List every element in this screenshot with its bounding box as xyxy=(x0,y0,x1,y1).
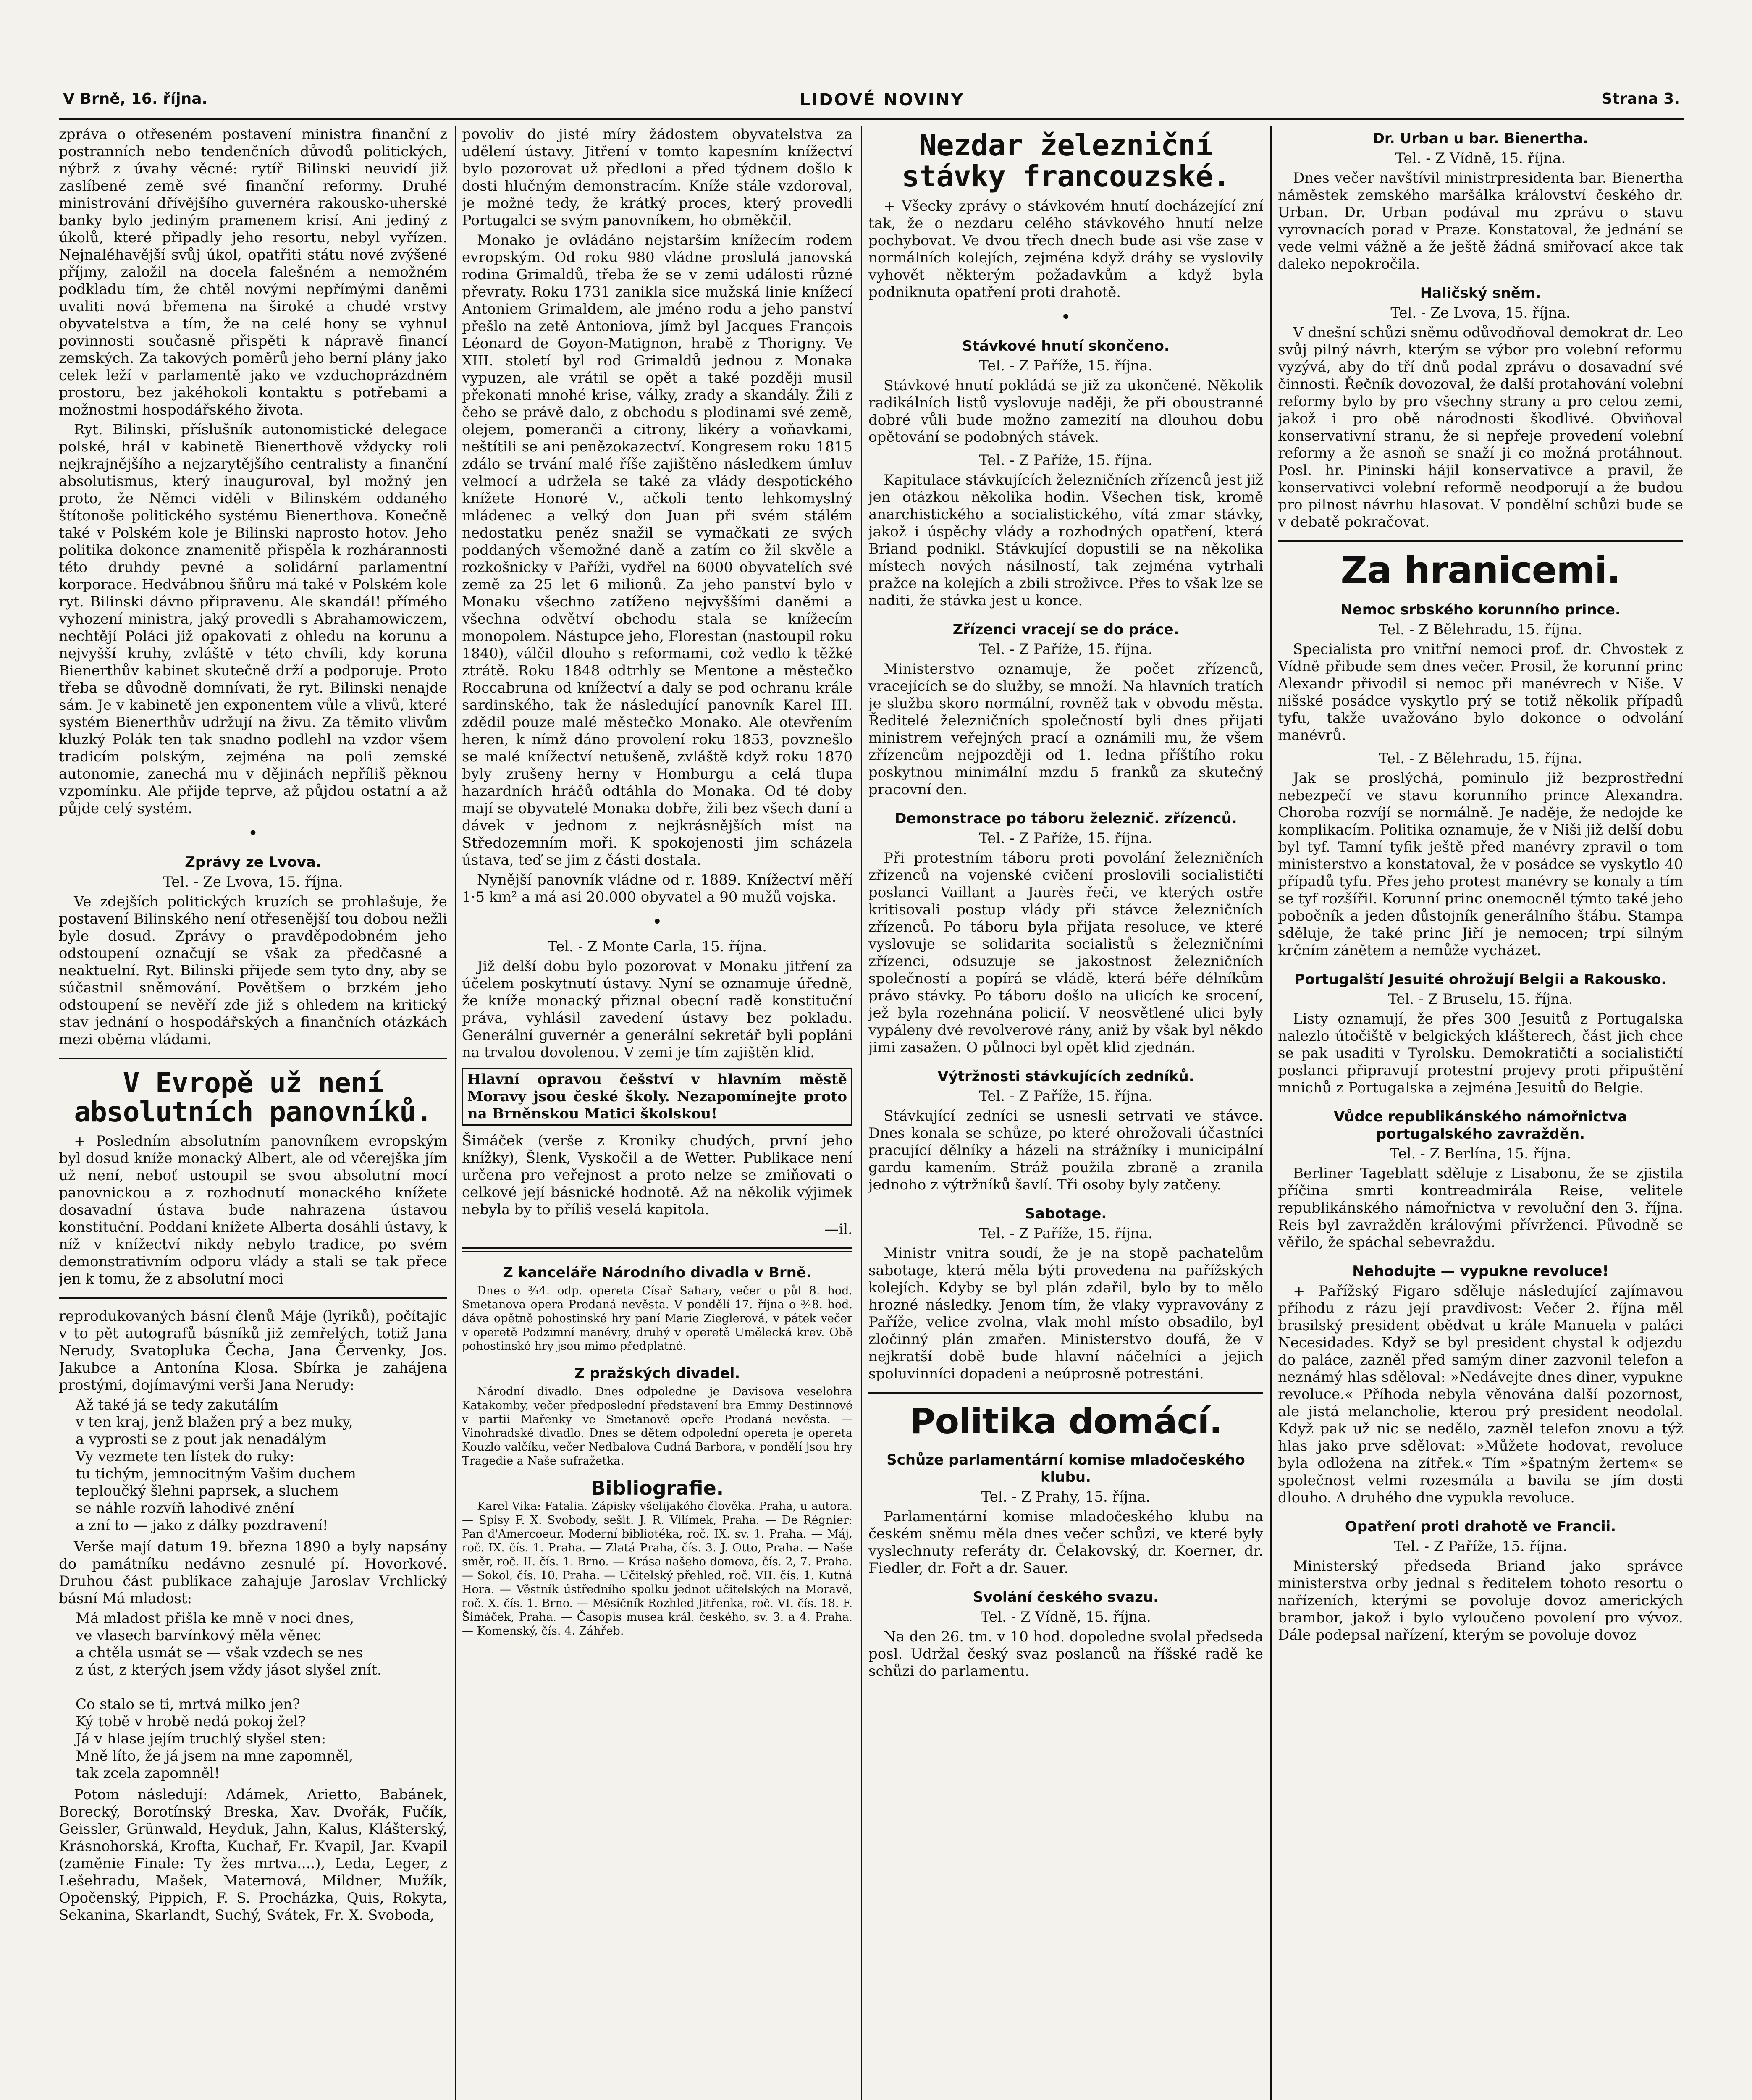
column-divider-3 xyxy=(1270,126,1272,2100)
poem: Má mladost přišla ke mně v noci dnes, ve vlasech barvínkový měla věnec a chtěla usmát se — však vzdech se nes z úst, z kterých jsem vždy jásot slyšel znít. Co stalo se ti, mrtvá milko jen? Ký tobě v hrobě nedá pokoj žel? Já v hlase jejím truchlý slyšel sten: Mně líto, že já jsem na mne zapomněl, tak zcela zapomněl! xyxy=(76,1609,382,1782)
paragraph: + Posledním absolutním panovníkem evropským byl dosud kníže monacký Albert, ale od včerejška jím už není, neboť ustoupil se svou absolutní mocí panovnickou a z rozhodnutí monackého knížete dosavadní ústava bude nahrazena ústavou konstituční. Poddaní knížete Alberta dosáhli ústavy, k níž v knížectví nikdy nebylo tradice, po svém demonstrativním odporu vlády a stali se tak přece jen k tomu, že z absolutní moci xyxy=(59,1132,447,1287)
paragraph: Národní divadlo. Dnes odpoledne je Davisova veselohra Katakomby, večer předposlední představení bra Emmy Destinnové v partii Mařenky ve Smetanově opeře Prodaná nevěsta. — Vinohradské divadlo. Dnes se dětem odpolední opereta je opereta Kouzlo valčíku, večer Nedbalova Cudná Barbora, v pondělí jsou hry Tragedie a Naše sufražetka. xyxy=(462,1385,852,1467)
section-title: Zprávy ze Lvova. xyxy=(185,854,321,871)
column-2 xyxy=(462,126,852,2100)
dateline: Tel. - Z Prahy, 15. října. xyxy=(981,1488,1151,1506)
column-4 xyxy=(1278,126,1683,2100)
paragraph: V dnešní schůzi sněmu odůvodňoval demokrat dr. Leo svůj pilný návrh, kterým se výbor pro volební reformu vyzývá, aby do tří dnů podal zprávu o dosavadní své činnosti. Řečník dovozoval, že další protahování volební reformy bylo by pro všechny strany a pro celou zemi, jakož i pro obě národnosti škodlivé. Obviňoval konservativní stranu, že si nepřeje provedení volební reformy a že asnoň se snaží ji co možná protáhnout. Posl. hr. Pininski hájil konservativce a pravil, že konservativci volební reformě neodporují a že budou pro pilnost návrhu hlasovat. V pondělní schůzi bude se v debatě pokračovat. xyxy=(1278,324,1683,530)
paragraph: Specialista pro vnitřní nemoci prof. dr. Chvostek z Vídně přibude sem dnes večer. Prosil, že korunní princ Alexandr přivodil si nemoc při manévrech v Niše. V nišské posádce vyskytlo prý se totiž několik případů tyfu, takže uvažováno bylo dokonce o odvolání manévrů. xyxy=(1278,641,1683,744)
dateline: Tel. - Z Paříže, 15. října. xyxy=(979,641,1153,658)
dateline: Tel. - Z Paříže, 15. října. xyxy=(1393,1538,1568,1555)
divider xyxy=(59,1058,447,1059)
divider xyxy=(462,1247,852,1252)
paragraph: Stávkové hnutí pokládá se již za ukončené. Několik radikálních listů vyslovuje naději, že při oboustranné dobré vůli bude možno zamezití na dlouhou dobu opětování se podobných stávek. xyxy=(868,377,1263,446)
separator-dot: • xyxy=(248,824,258,843)
section-title: Nemoc srbského korunního prince. xyxy=(1340,601,1621,619)
dateline: Tel. - Ze Lvova, 15. října. xyxy=(163,874,343,890)
headline: Politika domácí. xyxy=(909,1401,1222,1442)
divider xyxy=(59,1297,447,1299)
section-title: Schůze parlamentární komise mladočeského klubu. xyxy=(886,1452,1245,1486)
section-title: Z kanceláře Národního divadla v Brně. xyxy=(503,1264,812,1281)
paragraph: Ministerstvo oznamuje, že počet zřízenců, vracejících se do služby, se množí. Na hlavních tratích je služba skoro normální, rovněž tak v obvodu města. Ředitelé železničních společností byli dnes přijati ministrem veřejných prací a oznámili mu, že všem zřízencům nejpozději od 1. ledna příštího roku poskytnou minimální mzdu 5 franků za skutečný pracovní den. xyxy=(868,661,1263,798)
dateline: Tel. - Z Bruselu, 15. října. xyxy=(1388,991,1573,1008)
paragraph: povoliv do jisté míry žádostem obyvatelstva za udělení ústavy. Jitření v tomto kapesním knížectví bylo pozorovat už předloni a před týdnem došlo k dosti hlučným demonstracím. Kníže stále vzdoroval, je možné tedy, že krátký proces, který provedli Portugalci se svým panovníkem, ho obměkčil. xyxy=(462,126,852,229)
paragraph: + Všecky zprávy o stávkovém hnutí docházející zní tak, že o nezdaru celého stávkového hnutí nelze pochybovat. Ve dvou třech dnech bude asi vše zase v normálních kolejích, zejména když dráhy se vyslovily vyhovět některým požadavkům a když byla podniknuta opatření proti drahotě. xyxy=(868,198,1263,301)
dateline: Tel. - Z Monte Carla, 15. října. xyxy=(548,938,767,955)
section-title: Haličský sněm. xyxy=(1420,285,1541,302)
separator-dot: • xyxy=(1061,307,1071,327)
section-title: Z pražských divadel. xyxy=(574,1365,740,1382)
paragraph: Stávkující zedníci se usnesli setrvati ve stávce. Dnes konala se schůze, po které ohrožovali účastníci pracující dělníky a házeli na strážníky i municipální gardu kamením. Stráž použila zbraně a zranila jednoho z výtržníků šavlí. Tři osoby byly zatčeny. xyxy=(868,1108,1263,1193)
dateline: Tel. - Z Vídně, 15. října. xyxy=(981,1609,1151,1626)
paragraph: Dnes o ¾4. odp. opereta Císař Sahary, večer o půl 8. hod. Smetanova opera Prodaná nevěsta. V pondělí 17. října o ¾8. hod. dáva opětně pohostinské hry paní Marie Zieglerová, v pátek večer v operetě Podzimní manévry, druhý v operetě Umělecká krev. Obě pohostinské hry jsou mimo předplatné. xyxy=(462,1284,852,1353)
column-3 xyxy=(868,126,1263,2100)
paragraph: Dnes večer navštívil ministrpresidenta bar. Bienertha náměstek zemského maršálka království českého dr. Urban. Dr. Urban podával mu zprávu o stavu vyrovnacích porad v Praze. Konstatoval, že jednání se vede velmi vážně a že ještě žádná smiřovací akce tak daleko nepokročila. xyxy=(1278,170,1683,273)
paragraph: Parlamentární komise mladočeského klubu na českém sněmu měla dnes večer schůzi, ve které byly vyslechnuty referáty dr. Čelakovský, dr. Koerner, dr. Fiedler, dr. Fořt a dr. Sauer. xyxy=(868,1508,1263,1577)
poem: Až také já se tedy zakutálím v ten kraj, jenž blažen prý a bez muky, a vyprosti se z pout jak nenadálým Vy vezmete ten lístek do ruky: tu tichým, jemnocitným Vašim duchem teploučký šlehni paprsek, a sluchem se náhle rozvíň lahodivé znění a zní to — jako z dálky pozdravení! xyxy=(76,1396,356,1534)
header-page-number: Strana 3. xyxy=(1601,90,1680,108)
appeal-box: Hlavní opravou češství v hlavním městě Moravy jsou české školy. Nezapomínejte proto na Brněnskou Matici školskou! xyxy=(462,1068,852,1126)
header-date: V Brně, 16. října. xyxy=(63,90,208,108)
paragraph: Ve zdejších politických kruzích se prohlašuje, že postavení Bilinského není otřesenější tou dobou nežli byle dosud. Zprávy o pravděpodobném jeho odstoupení označují se však za předčasné a neaktuelní. Ryt. Bilinski přijede sem tyto dny, aby se súčastnil sněmování. Povětšem o brzkém jeho odstoupení se nevěří zde již s ohledem na kritický stav jednání o hospodářských a finančních otázkách mezi oběma vládami. xyxy=(59,893,447,1048)
section-title: Dr. Urban u bar. Bienertha. xyxy=(1372,130,1589,147)
header-title: LIDOVÉ NOVINY xyxy=(799,90,965,110)
column-divider-2 xyxy=(861,126,862,2100)
section-title: Výtržnosti stávkujících zedníků. xyxy=(937,1068,1194,1085)
dateline: Tel. - Z Paříže, 15. října. xyxy=(979,1088,1153,1105)
paragraph: Šimáček (verše z Kroniky chudých, první jeho knížky), Šlenk, Vyskočil a de Wetter. Publikace není určena pro veřejnost a proto nelze se zmiňovati o celkové její básnické hodnotě. Až na několik výjimek nebyla by to příliš veselá kapitola. xyxy=(462,1132,852,1218)
headline: Nezdar železniční stávky francouzské. xyxy=(902,128,1230,194)
dateline: Tel. - Ze Lvova, 15. října. xyxy=(1390,304,1571,321)
headline: Za hranicemi. xyxy=(1340,549,1621,592)
section-title: Stávkové hnutí skončeno. xyxy=(962,338,1170,354)
dateline: Tel. - Z Bělehradu, 15. října. xyxy=(1379,750,1582,767)
section-title: Nehodujte — vypukne revoluce! xyxy=(1352,1263,1609,1280)
section-title: Opatření proti drahotě ve Francii. xyxy=(1345,1518,1616,1536)
paragraph: Již delší dobu bylo pozorovat v Monaku jitření za účelem poskytnutí ústavy. Nyní se oznamuje úředně, že kníže monacký přiznal obecní radě konstituční práva, vyhlásil zavedení ústavy bez pokladu. Generální guvernér a generální sekretář byli popláni na trvalou dovolenou. V zemi je tím zajištěn klid. xyxy=(462,958,852,1061)
paragraph: + Pařížský Figaro sděluje následující zajímavou příhodu z rázu její pravdivost: Večer 2. října měl brasilský president obědvat u krále Manuela v paláci Necesidades. Když se byl president chystal k odjezdu do paláce, zazněl před samým diner zazvonil telefon a neznámý hlas sděloval: »Nedávejte dnes diner, vypukne revoluce.« Příhoda nebyla věnována další pozornost, ale jistá melancholie, kterou prý president neodolal. Když pak už nic se nedělo, zazněl telefon znovu a týž hlas jako prve sdělovat: »Můžete hodovat, revoluce byla odložena na zítřek.« Tím »špatným žertem« se společnost velmi rozesmála a bavila se jím dosti dlouho. A druhého dne vypukla revoluce. xyxy=(1278,1283,1683,1507)
section-title: Svolání českého svazu. xyxy=(973,1589,1159,1606)
paragraph: Verše mají datum 19. března 1890 a byly napsány do památníku nedávno zesnulé pí. Hovorkové. Druhou část publikace zahajuje Jaroslav Vrchlický básní Má mladost: xyxy=(59,1538,447,1607)
paragraph: Kapitulace stávkujících železničních zřízenců jest již jen otázkou několika hodin. Všechen tisk, kromě anarchistického a socialistického, vítá zmar stávky, jakož i úspěchy vlády a rozhodných opatření, která Briand podnikl. Stávkující dopustili se na několika místech nových násilností, tak zejména vytrhali pražce na kolejích a zbili stroživce. Přes to však lze se naditi, že stávka jest u konce. xyxy=(868,472,1263,609)
paragraph: Nynější panovník vládne od r. 1889. Knížectví měří 1·5 km² a má asi 20.000 obyvatel a 90 mužů vojska. xyxy=(462,872,852,906)
column-divider-1 xyxy=(455,126,456,2100)
paragraph: Ministr vnitra soudí, že je na stopě pachatelům sabotage, která měla býti provedena na pařížských kolejích. Kdyby se byl plán zdařil, bylo by to mělo hrozné následky. Jenom tím, že vlaky vypravovány z Paříže, velice zvolna, vlak mohl místo obsadilo, byl zločinný plán zmařen. Ministerstvo doufá, že v nejkratší době bude hlavní náčelníci a jejich spoluvinníci dopadeni a neúprosně potrestáni. xyxy=(868,1245,1263,1382)
paragraph: Na den 26. tm. v 10 hod. dopoledne svolal předseda posl. Udržal český svaz poslanců na říšské radě ke schůzi do parlamentu. xyxy=(868,1628,1263,1680)
dateline: Tel. - Z Paříže, 15. října. xyxy=(979,1225,1153,1242)
dateline: Tel. - Z Paříže, 15. října. xyxy=(979,452,1153,469)
paragraph: Monako je ovládáno nejstarším knížecím rodem evropským. Od roku 980 vládne proslulá janovská rodina Grimaldů, třeba že se v zemi události různé převraty. Roku 1731 zanikla sice mužská linie knížecí Antoniem Grimaldem, ale jméno rodu a jeho panství přešlo na zetě Antoniova, jímž byl Jacques François Léonard de Goyon-Matignon, hrabě z Thorigny. Ve XIII. století byl rod Grimaldů jednou z Monaka vypuzen, ale vrátil se opět a také později musil překonati mnohé krise, války, zrady a skandály. Žili z čeho se právě dalo, z obchodu s plodinami své země, olejem, pomeranči a citrony, likéry a voňavkami, neštítili se ani penězokazectví. Kongresem roku 1815 zdálo se trvání malé říše zajištěno následkem úmluv velmocí a udržela se také za vlády despotického knížete Honoré V., ačkoli tento lehkomyslný mládenec a velký don Juan při svém stálém nedostatku peněz snažil se vymačkati ze svých poddaných všemožné daně a zatím co žil skvěle a rozkošnicky v Paříži, vydřel na 6000 obyvatelích své země za 25 let 6 milionů. Za jeho panství bylo v Monaku všechno zatíženo nejvyššími daněmi a všechna odvětví obchodu stala se knížecím monopolem. Nástupce jeho, Florestan (nastoupil roku 1840), válčil dlouho s reformami, což vedlo k těžké ztrátě. Roku 1848 odtrhly se Mentone a městečko Roccabruna od knížectví a daly se pod ochranu krále sardinského, tak že následující panovník Karel III. zdědil pouze malé městečko Monako. Ale otevřením heren, k nímž dáno provolení roku 1853, povznešlo se malé knížectví netušeně, zvláště když roku 1870 byly zrušeny herny v Homburgu a celá tlupa hazardních hráčů odtáhla do Monaka. Od té doby mají se obyvatelé Monaka dobře, žili bez všech daní a dávek v jednom z nejkrásnějších míst na Středozemním moři. K spokojenosti jim scházela ústava, teď se jim z části dostala. xyxy=(462,232,852,869)
section-title: Demonstrace po táboru železnič. zřízenců. xyxy=(894,810,1237,827)
dateline: Tel. - Z Paříže, 15. října. xyxy=(979,830,1153,847)
paragraph: reprodukovaných básní členů Máje (lyriků), počítajíc v to pět autografů básníků již zemřelých, totiž Jana Nerudy, Svatopluka Čecha, Jana Červenky, Jos. Jakubce a Antonína Klosa. Sbírka je zahájena prostými, dojímavými verši Jana Nerudy: xyxy=(59,1307,447,1394)
dateline: Tel. - Z Berlína, 15. října. xyxy=(1390,1145,1571,1163)
section-title: Sabotage. xyxy=(1025,1205,1107,1222)
dateline: Tel. - Z Paříže, 15. října. xyxy=(979,357,1153,374)
paragraph: Ryt. Bilinski, příslušník autonomistické delegace polské, hrál v kabinetě Bienerthově vždycky roli nejkrajnějšího a nejzarytějšího centralisty a finanční absolutismus, který inauguroval, byl možný jen proto, že Němci viděli v Bilinském oddaného štítonoše politického systému Bienerthova. Konečně také v Polském kole je Bilinski naprosto hotov. Jeho politika dokonce znamenitě přispěla k rozhárannosti této druhdy pevné a solidární parlamentní korporace. Hedvábnou šňůru má také v Polském kole ryt. Bilinski dávno připravenu. Ale skandál! přímého vyhození ministra, jaký provedli s Abrahamowiczem, nechtějí Poláci již opakovati z ohledu na korunu a nejvyšší kruhy, zvláště v této chvíli, kdy koruna Bienerthův kabinet skutečně drží a podporuje. Proto třeba se důvodně domnívati, že ryt. Bilinski nenajde sám. Je v kabinetě jen exponentem vůle a vlivů, které systém Bienerthův udržují na živu. Za těmito vlivům kluzký Polák ten tak snadno podlehl na vzdor všem tradicím polským, zejména na poli zemské autonomie, zanechá mu v dějinách nepříliš pěknou vzpomínku. Ale přijde teprve, až půjdou ostatní a až půjde celý systém. xyxy=(59,421,447,817)
section-title: Zřízenci vracejí se do práce. xyxy=(952,621,1179,638)
paragraph: zpráva o otřeseném postavení ministra finanční z postranních nebo tendenčních důvodů politických, nýbrž z úvahy věcné: rytíř Bilinski neuvidí již zaslíbené země své finanční reformy. Druhé ministrování dřívějšího guvernéra rakousko-uherské banky bylo jediným pramenem krisí. Ani jediný z úkolů, které připadly jeho resortu, nebyl vyřízen. Nejnaléhavější svůj úkol, opatřiti státu nové zvýšené příjmy, založil na docela falešném a nemožném podkladu tím, že chtěl novými nepřímými daněmi uvaliti nová břemena na široké a chudé vrstvy obyvatelstva a tím, že na celé hony se vyhnul povinnosti současně přispěti k nápravě financí zemských. Za takových poměrů jeho berní plány jako celek leží v parlamentě jako ve vzduchoprázdném prostoru, bez jakéhokoli kontaktu s potřebami a možnostmi hospodářského života. xyxy=(59,126,447,418)
section-title: Bibliografie. xyxy=(590,1477,724,1499)
dateline: Tel. - Z Bělehradu, 15. října. xyxy=(1379,621,1582,638)
paragraph: Jak se proslýchá, pominulo již bezprostřední nebezpečí ve stavu korunního prince Alexandra. Choroba rozvíjí se normálně. Je naděje, že nedojde ke komplikacím. Politika oznamuje, že v Niši již delší dobu byl tyf. Tamní tyfik ještě před manévry zpravil o tom ministerstvo a konstatoval, že v posádce se vyskytlo 40 případů tyfu. Přes jeho protest manévry se konaly a tím se tyf rozšířil. Korunní princ onemocněl týmto také jeho pobočník a jeden důstojník generálního štábu. Stampa sděluje, že také princ Jiří je nemocen; trpí silným krčním zánětem a nemůže vycházet. xyxy=(1278,770,1683,959)
headline: V Evropě už není absolutních panovníků. xyxy=(74,1067,432,1129)
paragraph: Ministerský předseda Briand jako správce ministerstva orby jednal s ředitelem tohoto resortu o nařízeních, kterými se povoluje dovoz amerických brambor, jakož i bylo vyloučeno povolení pro vývoz. Dále podepsal nařízení, kterým se povoluje dovoz xyxy=(1278,1558,1683,1644)
dateline: Tel. - Z Vídně, 15. října. xyxy=(1395,150,1566,167)
paragraph: Berliner Tageblatt sděluje z Lisabonu, že se zjistila příčina smrti kontreadmirála Reise, velitele republikánského námořnictva v revoluční den 3. října. Reis byl zavražděn královými přívrženci. Původně se věřilo, že spáchal sebevraždu. xyxy=(1278,1165,1683,1251)
column-1 xyxy=(59,126,447,2100)
paragraph: Potom následují: Adámek, Arietto, Babánek, Borecký, Borotínský Breska, Xav. Dvořák, Fučík, Geissler, Grünwald, Heyduk, Jahn, Kalus, Klášterský, Krásnohorská, Krofta, Kuchař, Fr. Kvapil, Jar. Kvapil (zaměnie Finale: Ty žes mrtva....), Leda, Leger, z Lešehradu, Mašek, Maternová, Mildner, Mužík, Opočenský, Pippich, F. S. Procházka, Quis, Rokyta, Sekanina, Skarlandt, Suchý, Svátek, Fr. X. Svoboda, xyxy=(59,1786,447,1924)
paragraph: Karel Vika: Fatalia. Zápisky všelijakého člověka. Praha, u autora. — Spisy F. X. Svobody, sešit. J. R. Vilímek, Praha. — De Régnier: Pan d'Amercoeur. Moderní bibliotéka, roč. IX. sv. 1. Praha. — Máj, roč. IX. čís. 1. Praha. — Zlatá Praha, čís. 3. J. Otto, Praha. — Naše směr, roč. II. čís. 1. Brno. — Krása našeho domova, čís. 2, 7. Praha. — Sokol, čís. 10. Praha. — Učitelský přehled, roč. VII. čís. 1. Kutná Hora. — Věstník ústředního spolku jednot učitelských na Moravě, roč. X. čís. 1. Brno. — Měsíčník Rozhled Jitřenka, roč. VI. čís. 18. F. Šimáček, Praha. — Časopis musea král. českého, sv. 3. a 4. Praha. — Komenský, čís. 4. Záhřeb. xyxy=(462,1500,852,1638)
divider xyxy=(1278,540,1683,542)
header-rule xyxy=(59,118,1684,120)
section-title: Vůdce republikánského námořnictva portugalského zavražděn. xyxy=(1334,1108,1627,1143)
section-title: Portugalští Jesuité ohrožují Belgii a Rakousko. xyxy=(1294,971,1667,988)
paragraph: Při protestním táboru proti povolání železničních zřízenců na vojenské cvičení proslovili socialističtí poslanci Vaillant a Jaurès řeči, ve kterých ostře kritisovali postup vlády při stávce železničních zřízenců. Po táboru byla přijata resoluce, ve které vyslovuje se solidarita socialistů s železničními zřízenci, odsuzuje se jakostnost železničních společností a popírá se vládě, která béře délníkům právo stávky. Po táboru došlo na ulicích ke srocení, jež byla rozehnána policií. V neosvětlené ulici byly vypáleny dvé revolverové rány, aniž by však byl někdo jimi zasažen. O půlnoci byl opět klid zjednán. xyxy=(868,850,1263,1056)
divider xyxy=(868,1392,1263,1394)
signature: —il. xyxy=(824,1221,852,1238)
paragraph: Listy oznamují, že přes 300 Jesuitů z Portugalska nalezlo útočiště v belgických klášterech, část jich chce se pak usaditi v Tyrolsku. Demokratičtí a socialističtí poslanci připravují protestní projevy proti připuštění mnichů z Portugalska a zejména Jesuitů do Belgie. xyxy=(1278,1011,1683,1097)
separator-dot: • xyxy=(652,912,662,932)
